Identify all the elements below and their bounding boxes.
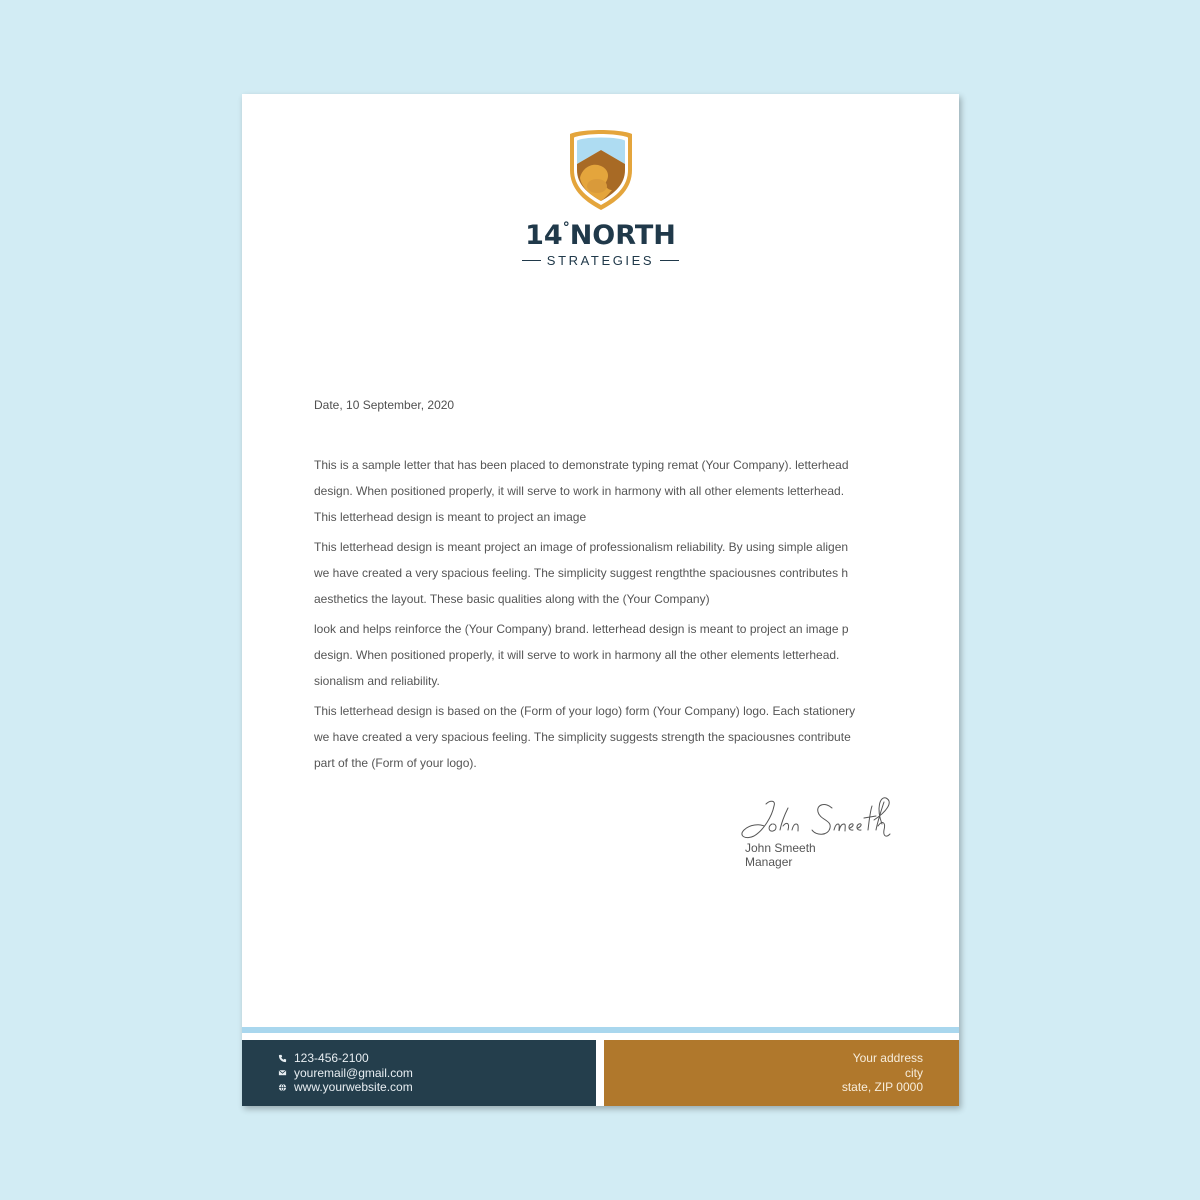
paragraph-line: part of the (Form of your logo). [314, 756, 477, 770]
company-name-number: 14 [525, 220, 563, 251]
tagline-rule-left [522, 260, 541, 262]
contact-list [278, 1051, 413, 1095]
address-line: Your address [852, 1051, 923, 1065]
contact-email: youremail@gmail.com [294, 1065, 413, 1080]
contact-email-row [278, 1066, 413, 1081]
signer-name: John Smeeth [745, 841, 816, 855]
paragraph-line: This letterhead design is based on the (Form of your logo) form (Your Company) logo. Each stationery [314, 704, 856, 718]
footer-accent-rule [242, 1027, 959, 1033]
paragraph-line: aesthetics the layout. These basic qualities along with the (Your Company) [314, 592, 710, 606]
paragraph [314, 534, 894, 612]
address-block [842, 1051, 923, 1095]
phone-icon [278, 1054, 287, 1063]
letter-date: Date, 10 September, 2020 [314, 398, 455, 412]
address-city: city [905, 1065, 923, 1080]
company-name-word: NORTH [569, 220, 676, 251]
contact-phone: 123-456-2100 [294, 1051, 369, 1065]
paragraph [314, 698, 894, 776]
shield-logo-icon [568, 128, 634, 212]
company-name-degree: ° [562, 220, 570, 236]
company-name [242, 222, 959, 249]
paragraph-line: sionalism and reliability. [314, 674, 440, 688]
paragraph [314, 452, 894, 530]
email-icon [278, 1068, 287, 1077]
contact-phone-row [278, 1051, 413, 1066]
signer-title: Manager [745, 855, 793, 869]
letterhead-page [242, 94, 959, 1106]
contact-website-row [278, 1080, 413, 1095]
paragraph-line: This letterhead design is meant project an image of professionalism reliability. By using simple aligen [314, 540, 849, 554]
company-tagline-row [242, 253, 959, 268]
globe-icon [278, 1083, 287, 1092]
paragraph-line: design. When positioned properly, it will serve to work in harmony with all other elements letterhead. [314, 484, 845, 498]
tagline-rule-right [660, 260, 679, 262]
signature-image [736, 794, 896, 844]
paragraph-line: we have created a very spacious feeling. The simplicity suggest rengththe spaciousnes contributes h [314, 566, 849, 580]
signer-block [745, 841, 816, 869]
footer-address-panel [604, 1040, 959, 1106]
paragraph-line: design. When positioned properly, it will serve to work in harmony all the other elements letterhead. [314, 648, 840, 662]
paragraph [314, 616, 894, 694]
paragraph-line: we have created a very spacious feeling. The simplicity suggests strength the spaciousnes contribute [314, 730, 851, 744]
paragraph-line: This letterhead design is meant to project an image [314, 510, 587, 524]
paragraph-line: This is a sample letter that has been placed to demonstrate typing remat (Your Company). letterhead [314, 458, 849, 472]
company-tagline: STRATEGIES [546, 253, 655, 268]
letter-body [314, 452, 894, 776]
paragraph-line: look and helps reinforce the (Your Company) brand. letterhead design is meant to project an image p [314, 622, 849, 636]
company-logo [242, 128, 959, 268]
footer-contact-panel [242, 1040, 596, 1106]
contact-website: www.yourwebsite.com [294, 1080, 413, 1095]
address-state-zip: state, ZIP 0000 [841, 1080, 923, 1095]
